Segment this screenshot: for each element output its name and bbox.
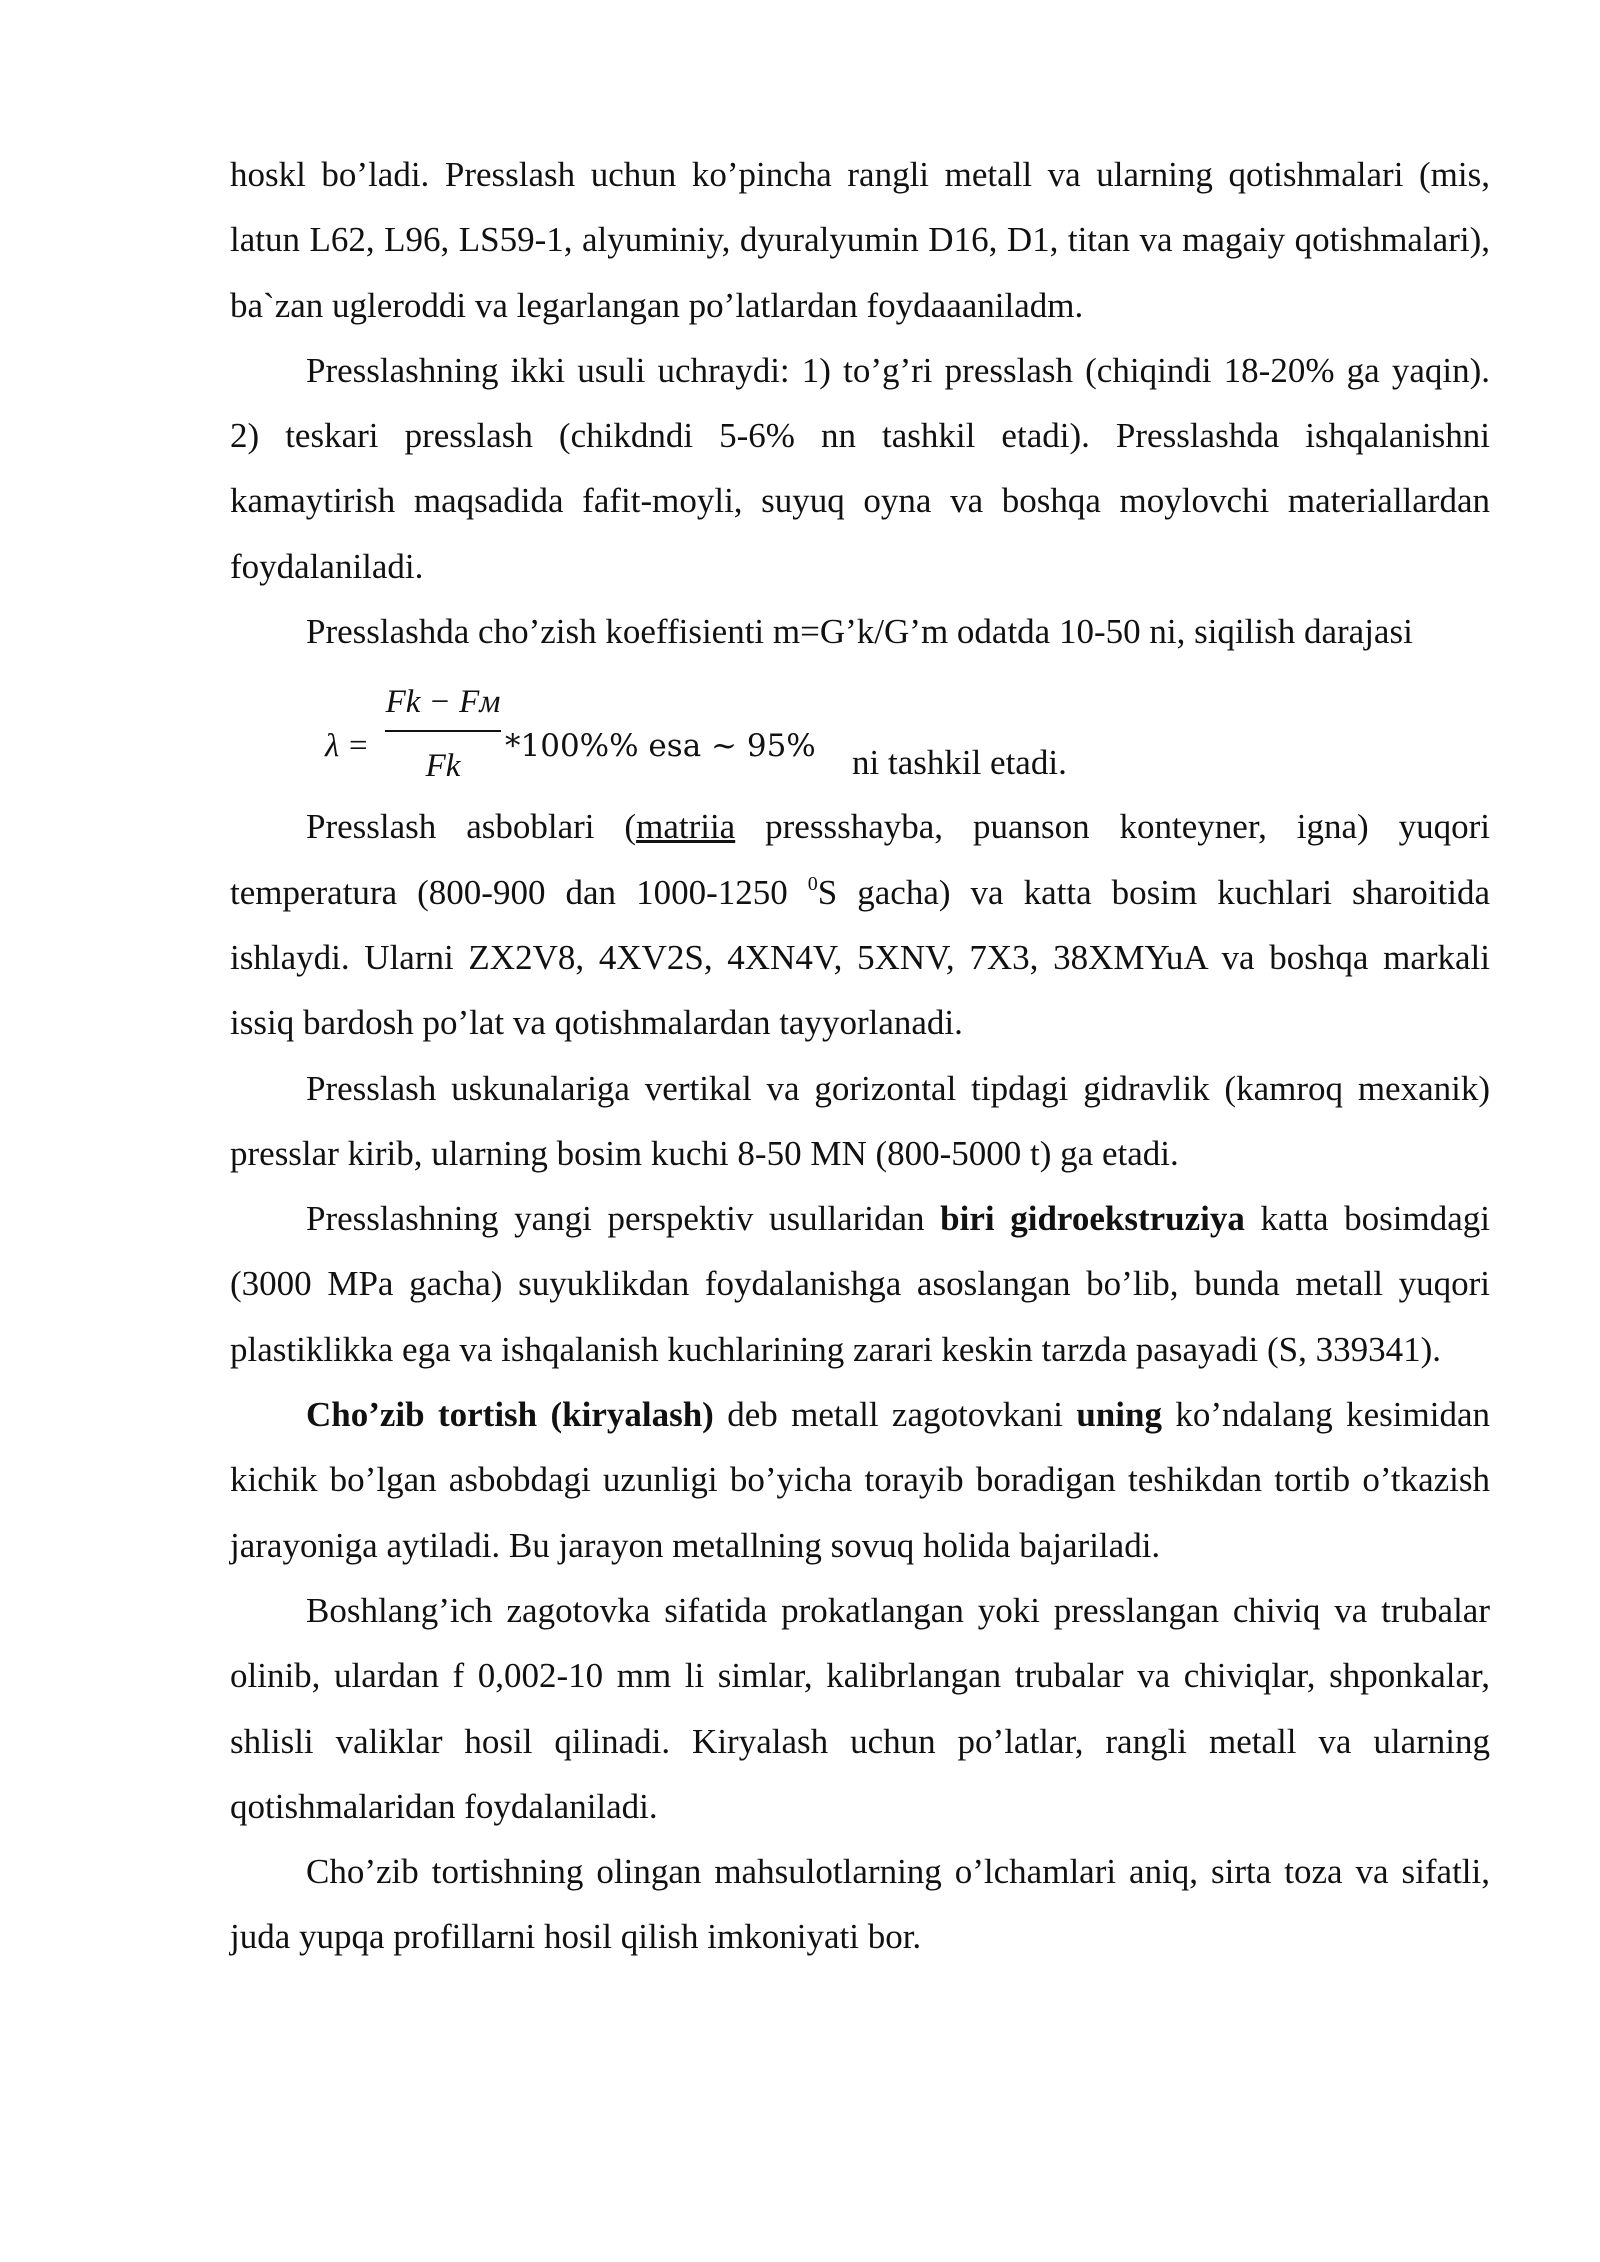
p4-underlined-word: matriia <box>636 807 736 847</box>
p7-middle: deb metall zagotovkani <box>713 1395 1077 1435</box>
formula-equals: = <box>349 728 368 765</box>
paragraph-6 <box>230 1186 1490 1382</box>
formula-numerator: Fk − Fм <box>385 684 501 721</box>
p4-middle: pressshayba, puanson konteyner, igna) yuqori temperatura (800-900 dan 1000-1250 <box>230 807 1490 912</box>
body-text <box>230 142 1490 1970</box>
p7-bold-term: Cho’zib tortish (kiryalash) <box>306 1395 714 1435</box>
paragraph-3: Presslashda cho’zish koeffisienti m=G’k/G’m odatda 10-50 ni, siqilish darajasi <box>306 612 1413 652</box>
formula-rest: *100%% esa ~ 95% <box>505 728 816 765</box>
formula-tail-text: ni tashkil etadi. <box>852 743 1067 783</box>
p4-after: S gacha) va katta bosim kuchlari sharoitida ishlaydi. Ularni ZX2V8, 4XV2S, 4XN4V, 5XNV, 7X3, 38XMYuA va boshqa markali issiq bardosh po’lat va qotishmalardan tayyorlanadi. <box>230 872 1490 1043</box>
p4-before: Presslash asboblari ( <box>306 807 637 847</box>
p7-after: ko’ndalang kesimidan kichik bo’lgan asbobdagi uzunligi bo’yicha torayib boradigan teshikdan tortib o’tkazish jarayoniga aytiladi. Bu jarayon metallning sovuq holida bajariladi. <box>230 1395 1490 1565</box>
p6-before: Presslashning yangi perspektiv usullaridan <box>306 1199 941 1239</box>
p4-degree-sup: 0 <box>807 872 818 895</box>
paragraph-5: Presslash uskunalariga vertikal va gorizontal tipdagi gidravlik (kamroq mexanik) presslar kirib, ularning bosim kuchi 8-50 MN (800-5000 t) ga etadi. <box>230 1068 1490 1173</box>
p6-after: katta bosimdagi (3000 MPa gacha) suyuklikdan foydalanishga asoslangan bo’lib, bunda metall yuqori plastiklikka ega va ishqalanish kuchlarining zarari keskin tarzda pasayadi (S, 339341). <box>230 1199 1490 1369</box>
paragraph-9: Cho’zib tortishning olingan mahsulotlarning o’lchamlari aniq, sirta toza va sifatli, juda yupqa profillarni hosil qilish imkoniyati bor. <box>230 1852 1490 1957</box>
paragraph-1: hoskl bo’ladi. Presslash uchun ko’pincha rangli metall va ularning qotishmalari (mis, latun L62, L96, LS59-1, alyuminiy, dyuralyumin D16, D1, titan va magaiy qotishmalari), ba`zan ugleroddi va legarlangan po’latlardan foydaaaniladm. <box>230 155 1490 325</box>
p6-bold-term: biri gidroekstruziya <box>940 1199 1245 1239</box>
compression-ratio-formula <box>325 664 885 794</box>
paragraph-8: Boshlang’ich zagotovka sifatida prokatlangan yoki presslangan chiviq va trubalar olinib, ulardan f 0,002-10 mm li simlar, kalibrlangan trubalar va chiviqlar, shponkalar, shlisli valiklar hosil qilinadi. Kiryalash uchun po’latlar, rangli metall va ularning qotishmalaridan foydalaniladi. <box>230 1590 1490 1826</box>
formula-fraction-bar <box>385 730 501 732</box>
formula-line <box>230 664 1490 794</box>
formula-lambda: λ <box>325 728 340 765</box>
paragraph-7 <box>230 1382 1490 1578</box>
paragraph-2: Presslashning ikki usuli uchraydi: 1) to’g’ri presslash (chiqindi 18-20% ga yaqin). 2) teskari presslash (chikdndi 5-6% nn tashkil etadi). Presslashda ishqalanishni kamaytirish maqsadida fafit-moyli, suyuq oyna va boshqa moylovchi materiallardan foydalaniladi. <box>230 350 1490 586</box>
formula-denominator: Fk <box>425 748 461 785</box>
paragraph-4 <box>230 794 1490 1055</box>
p7-bold-word: uning <box>1076 1395 1162 1435</box>
